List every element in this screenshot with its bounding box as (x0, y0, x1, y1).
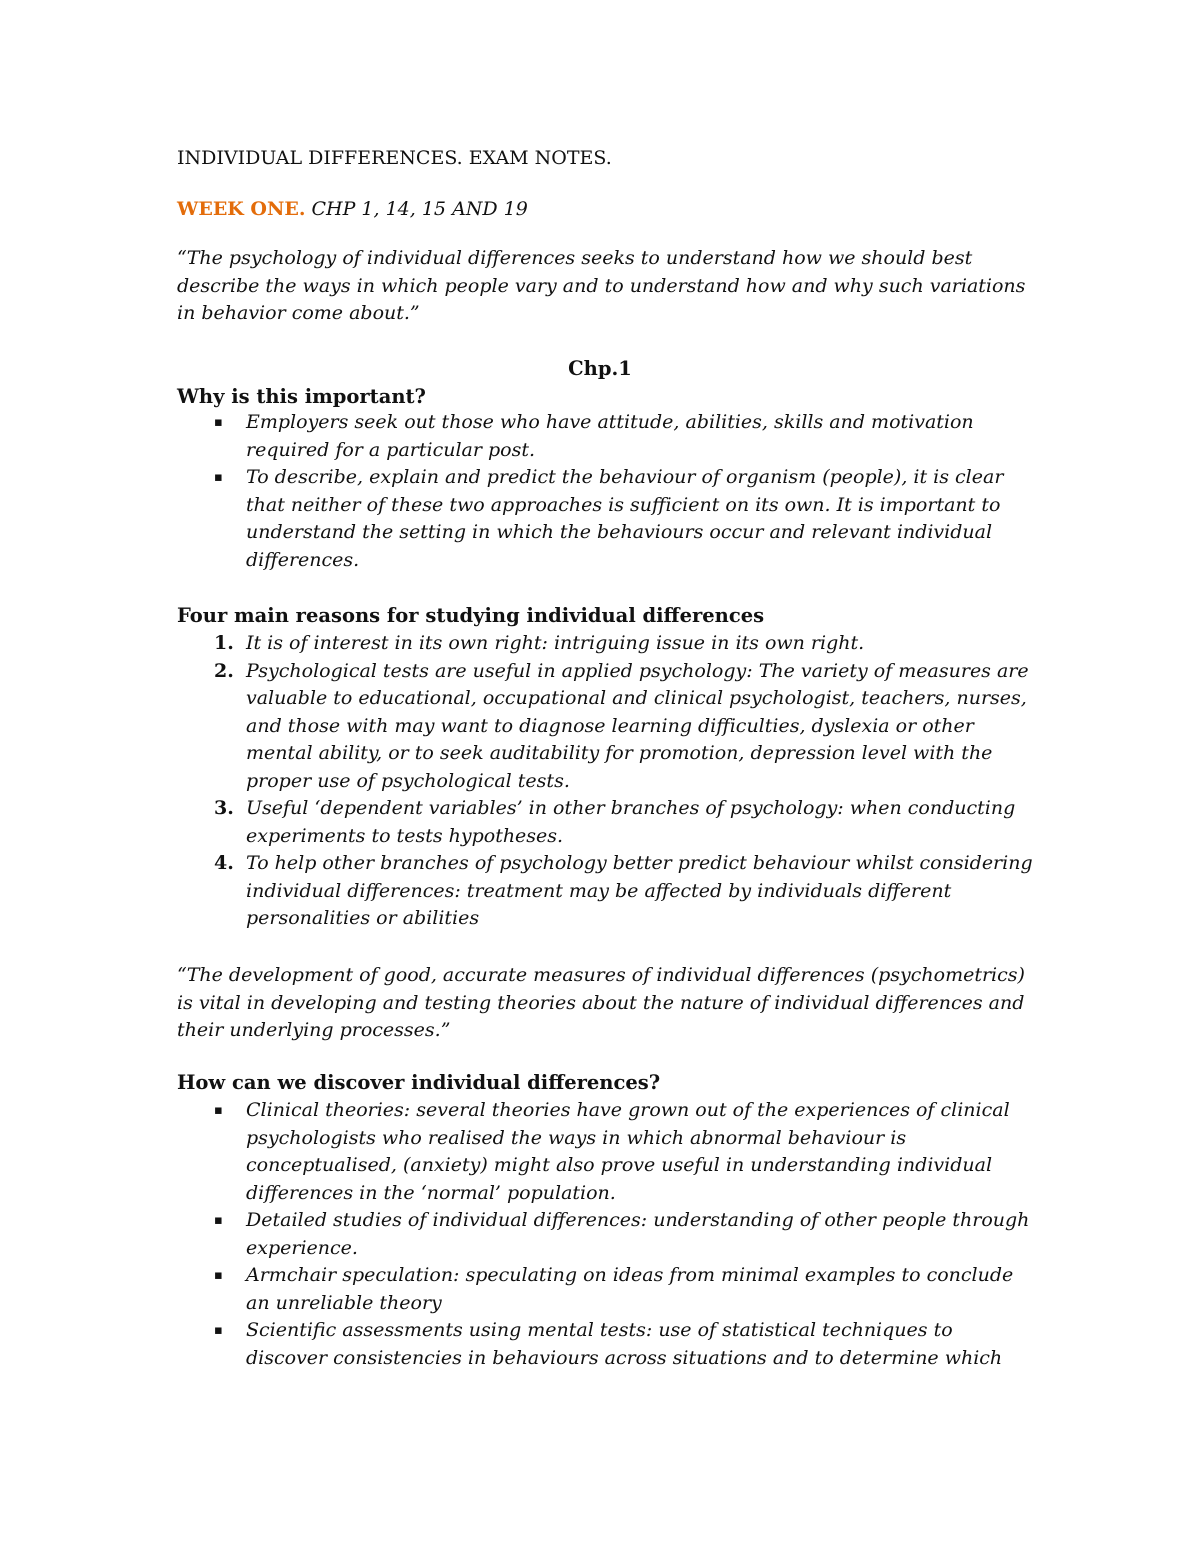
list-item (177, 795, 1037, 850)
list-item (177, 658, 1037, 796)
list-item-text: Employers seek out those who have attitude, abilities, skills and motivation required for a particular post. (246, 411, 974, 461)
list-item (177, 1317, 1037, 1372)
section-heading-importance: Why is this important? (177, 385, 426, 408)
list-item (177, 409, 1037, 464)
list-item (177, 1207, 1037, 1262)
document-title: INDIVIDUAL DIFFERENCES. EXAM NOTES. (177, 147, 612, 169)
list-number: 3. (214, 797, 234, 819)
section-heading-reasons: Four main reasons for studying individual differences (177, 604, 765, 627)
square-bullet-icon: ▪ (214, 1268, 223, 1283)
list-number: 2. (214, 659, 234, 682)
psychometrics-quote: “The development of good, accurate measures of individual differences (psychometrics) is vital in developing and testing theories about the nature of individual differences and their underlying processes.” (177, 964, 1025, 1041)
reasons-numbered-list (177, 630, 1037, 933)
square-bullet-icon: ▪ (214, 415, 223, 430)
chapter-heading: Chp.1 (568, 357, 632, 380)
list-number: 1. (214, 632, 234, 654)
week-chapters: CHP 1, 14, 15 AND 19 (305, 198, 528, 220)
list-item-text: Scientific assessments using mental tests: use of statistical techniques to discover consistencies in behaviours across situations and to determine which (246, 1319, 1003, 1369)
square-bullet-icon: ▪ (214, 1323, 223, 1338)
list-item-text: Armchair speculation: speculating on ideas from minimal examples to conclude an unreliable theory (246, 1264, 1014, 1314)
definition-quote: “The psychology of individual differences seeks to understand how we should best describe the ways in which people vary and to understand how and why such variations in behavior come about.” (177, 247, 1026, 324)
list-item (177, 850, 1037, 933)
list-item-text: Psychological tests are useful in applied psychology: The variety of measures are valuable to educational, occupational and clinical psychologist, teachers, nurses, and those with may want to diagnose learning difficulties, dyslexia or other mental ability, or to seek auditability for promotion, depression level with the proper use of psychological tests. (246, 659, 1029, 792)
week-heading (177, 196, 1037, 222)
importance-bullet-list (177, 409, 1037, 574)
list-item (177, 464, 1037, 574)
list-item-text: Clinical theories: several theories have grown out of the experiences of clinical psychologists who realised the ways in which abnormal behaviour is conceptualised, (anxiety) might also prove useful in understanding individual differences in the ‘normal’ population. (246, 1099, 1010, 1204)
list-item-text: To help other branches of psychology better predict behaviour whilst considering individual differences: treatment may be affected by individuals different personalities or abilities (246, 852, 1033, 929)
list-item-text: Useful ‘dependent variables’ in other branches of psychology: when conducting experiments to tests hypotheses. (246, 797, 1016, 847)
list-item (177, 630, 1037, 658)
week-label: WEEK ONE. (177, 198, 306, 220)
discovery-bullet-list (177, 1097, 1037, 1372)
square-bullet-icon: ▪ (214, 1213, 223, 1228)
square-bullet-icon: ▪ (214, 1103, 223, 1118)
list-item (177, 1097, 1037, 1207)
list-item (177, 1262, 1037, 1317)
list-item-text: Detailed studies of individual differences: understanding of other people through experience. (246, 1209, 1030, 1259)
list-item-text: To describe, explain and predict the behaviour of organism (people), it is clear that neither of these two approaches is sufficient on its own. It is important to understand the setting in which the behaviours occur and relevant individual differences. (246, 466, 1004, 571)
list-item-text: It is of interest in its own right: intriguing issue in its own right. (246, 632, 865, 654)
section-heading-discovery: How can we discover individual differences? (177, 1071, 661, 1094)
list-number: 4. (214, 852, 234, 874)
square-bullet-icon: ▪ (214, 470, 223, 485)
